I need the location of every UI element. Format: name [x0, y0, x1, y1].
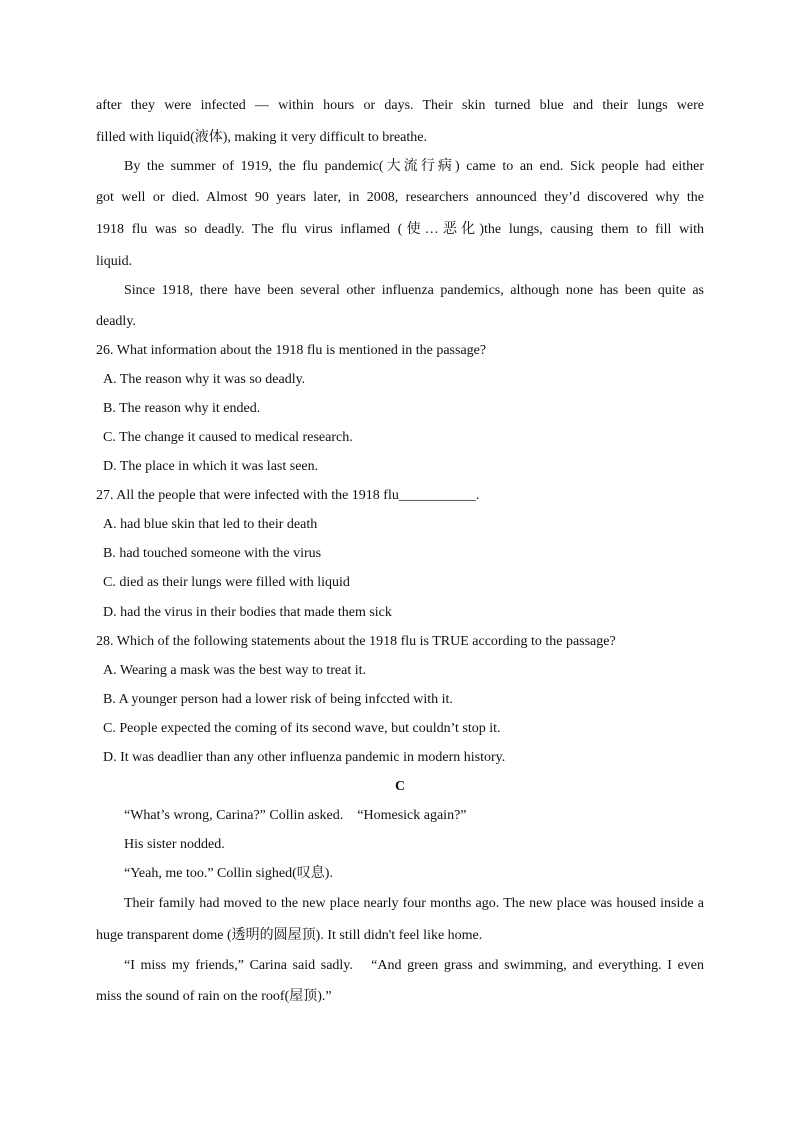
paragraph-line: By the summer of 1919, the flu pandemic(大流行病) came to an end. Sick people had either — [124, 159, 704, 174]
paragraph-line: Since 1918, there have been several other influenza pandemics, although none has been quite as — [124, 283, 704, 298]
question-stem: 26. What information about the 1918 flu is mentioned in the passage? — [96, 343, 487, 358]
answer-option: B. A younger person had a lower risk of being infccted with it. — [103, 692, 453, 707]
answer-option: C. People expected the coming of its second wave, but couldn’t stop it. — [103, 721, 501, 736]
paragraph-line: 1918 flu was so deadly. The flu virus inflamed (使…恶化)the lungs, causing them to fill with — [96, 222, 704, 237]
paragraph-line: huge transparent dome (透明的圆屋顶). It still didn't feel like home. — [96, 928, 483, 943]
answer-option: A. The reason why it was so deadly. — [103, 372, 306, 387]
answer-option: D. It was deadlier than any other influenza pandemic in modern history. — [103, 750, 506, 765]
paragraph-line: miss the sound of rain on the roof(屋顶).” — [96, 989, 332, 1004]
paragraph-line: Their family had moved to the new place nearly four months ago. The new place was housed inside a — [124, 896, 704, 911]
answer-option: B. had touched someone with the virus — [103, 546, 322, 561]
answer-option: B. The reason why it ended. — [103, 401, 261, 416]
paragraph-line: after they were infected — within hours or days. Their skin turned blue and their lungs were — [96, 98, 704, 113]
paragraph-line: “What’s wrong, Carina?” Collin asked. “Homesick again?” — [124, 808, 467, 823]
paragraph-line: deadly. — [96, 314, 136, 329]
answer-option: A. had blue skin that led to their death — [103, 517, 318, 532]
paragraph-line: “I miss my friends,” Carina said sadly. “And green grass and swimming, and everything. I even — [124, 958, 704, 973]
paragraph-line: filled with liquid(液体), making it very difficult to breathe. — [96, 130, 428, 145]
paragraph-line: “Yeah, me too.” Collin sighed(叹息). — [124, 866, 333, 881]
question-stem: 28. Which of the following statements about the 1918 flu is TRUE according to the passage? — [96, 634, 616, 649]
answer-option: D. had the virus in their bodies that made them sick — [103, 605, 392, 620]
answer-option: C. The change it caused to medical research. — [103, 430, 353, 445]
paragraph-line: liquid. — [96, 254, 133, 269]
answer-option: D. The place in which it was last seen. — [103, 459, 319, 474]
answer-option: A. Wearing a mask was the best way to treat it. — [103, 663, 366, 678]
question-stem: 27. All the people that were infected with the 1918 flu___________. — [96, 488, 480, 503]
section-heading: C — [394, 779, 406, 794]
answer-option: C. died as their lungs were filled with liquid — [103, 575, 350, 590]
paragraph-line: His sister nodded. — [124, 837, 225, 852]
paragraph-line: got well or died. Almost 90 years later, in 2008, researchers announced they’d discovered why the — [96, 190, 704, 205]
